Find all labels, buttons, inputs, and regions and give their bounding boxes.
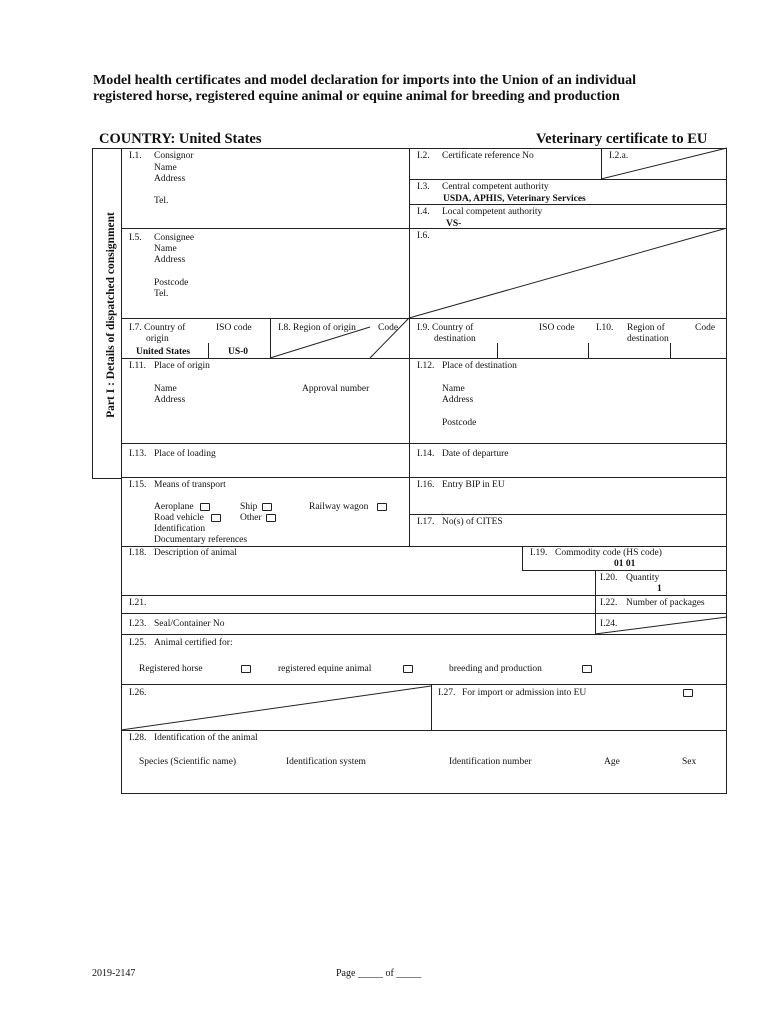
i20-value: 1 (657, 584, 662, 594)
i11-label: Place of origin (154, 361, 210, 371)
i15-railway-label: Railway wagon (309, 502, 369, 512)
i23-number: I.23. (129, 619, 147, 629)
country-heading: COUNTRY: United States (99, 131, 262, 147)
i27-label: For import or admission into EU (462, 688, 587, 698)
i26-number: I.26. (129, 688, 147, 698)
i12-address-label: Address (442, 395, 474, 405)
i18-number: I.18. (129, 548, 147, 558)
i18-label: Description of animal (154, 548, 237, 558)
i28-sex-header: Sex (682, 757, 697, 767)
i1-consignor-label: Consignor (154, 151, 194, 161)
i13-number: I.13. (129, 449, 147, 459)
i10-number: I.10. (596, 323, 614, 333)
i15-label: Means of transport (154, 480, 226, 490)
i10-label: Region of (627, 323, 665, 333)
registered-horse-checkbox[interactable] (241, 665, 251, 673)
i8-label: I.8. Region of origin (278, 323, 356, 333)
registered-equine-checkbox[interactable] (403, 665, 413, 673)
i3-number: I.3. (417, 182, 430, 192)
i7-country-value: United States (136, 347, 191, 357)
i15-identification-label: Identification (154, 524, 206, 534)
i25-number: I.25. (129, 638, 147, 648)
i20-label: Quantity (626, 573, 660, 583)
i28-number: I.28. (129, 733, 147, 743)
i5-number: I.5. (129, 233, 142, 243)
breeding-production-checkbox[interactable] (582, 665, 592, 673)
i27-number: I.27. (438, 688, 456, 698)
road-vehicle-checkbox[interactable] (211, 514, 221, 522)
i16-label: Entry BIP in EU (442, 480, 505, 490)
i20-number: I.20. (600, 573, 618, 583)
certificate-type-heading: Veterinary certificate to EU (536, 131, 708, 147)
i13-label: Place of loading (154, 449, 216, 459)
i1-tel-label: Tel. (154, 196, 169, 206)
i19-value: 01 01 (614, 559, 636, 569)
i9-iso-label: ISO code (539, 323, 575, 333)
railway-wagon-checkbox[interactable] (377, 503, 387, 511)
i11-address-label: Address (154, 395, 186, 405)
i28-species-header: Species (Scientific name) (139, 757, 237, 767)
i12-label: Place of destination (442, 361, 517, 371)
i1-number: I.1. (129, 151, 142, 161)
import-admission-checkbox[interactable] (683, 689, 693, 697)
i15-other-label: Other (240, 513, 262, 523)
i12-name-label: Name (442, 384, 465, 394)
i14-number: I.14. (417, 449, 435, 459)
footer-page-number: Page _____ of _____ (336, 968, 422, 979)
i25-breeding-label: breeding and production (449, 664, 542, 674)
i5-tel-label: Tel. (154, 289, 169, 299)
i5-consignee-label: Consignee (154, 233, 195, 243)
i15-number: I.15. (129, 480, 147, 490)
i6-number: I.6. (417, 231, 430, 241)
i25-registered-horse-label: Registered horse (139, 664, 203, 674)
i22-number: I.22. (600, 598, 618, 608)
i14-label: Date of departure (442, 449, 509, 459)
i15-road-label: Road vehicle (154, 513, 204, 523)
i28-id-number-header: Identification number (449, 757, 532, 767)
i11-number: I.11. (129, 361, 147, 371)
i4-number: I.4. (417, 207, 430, 217)
document-title: Model health certificates and model declaration for imports into the Union of an individual registered horse, registered equine animal or equine animal for breeding and production (93, 73, 637, 104)
i5-name-label: Name (154, 244, 177, 254)
i3-label: Central competent authority (442, 182, 549, 192)
i12-postcode-label: Postcode (442, 418, 477, 428)
i23-label: Seal/Container No (154, 619, 225, 629)
i2a-label: I.2.a. (609, 151, 629, 161)
i7-label: I.7. Country of (129, 323, 186, 333)
i26-strike (121, 686, 431, 730)
i7-label-line2: origin (146, 334, 169, 344)
part1-side-label: Part I : Details of dispatched consignment (105, 212, 117, 418)
i22-label: Number of packages (626, 598, 705, 608)
footer-document-code: 2019-2147 (92, 968, 136, 979)
other-transport-checkbox[interactable] (266, 514, 276, 522)
i25-label: Animal certified for: (154, 638, 233, 648)
i11-approval-label: Approval number (302, 384, 370, 394)
i19-label: Commodity code (HS code) (555, 548, 662, 558)
i5-address-label: Address (154, 255, 186, 265)
i4-label: Local competent authority (442, 207, 543, 217)
i3-value: USDA, APHIS, Veterinary Services (443, 194, 586, 204)
i24-number: I.24. (600, 619, 618, 629)
i9-label: I.9. Country of (417, 323, 474, 333)
i15-aeroplane-label: Aeroplane (154, 502, 194, 512)
i1-address-label: Address (154, 174, 186, 184)
aeroplane-checkbox[interactable] (200, 503, 210, 511)
i7-iso-value: US-0 (228, 347, 249, 357)
i12-number: I.12. (417, 361, 435, 371)
i9-label-line2: destination (434, 334, 476, 344)
ship-checkbox[interactable] (262, 503, 272, 511)
i28-id-system-header: Identification system (286, 757, 366, 767)
i11-name-label: Name (154, 384, 177, 394)
i15-docs-label: Documentary references (154, 535, 248, 545)
i19-number: I.19. (530, 548, 548, 558)
i1-name-label: Name (154, 163, 177, 173)
i10-code-label: Code (695, 323, 716, 333)
i8-code-label: Code (378, 323, 399, 333)
i25-registered-equine-label: registered equine animal (278, 664, 372, 674)
i6-strike (409, 228, 727, 318)
i15-ship-label: Ship (240, 502, 258, 512)
i10-label-line2: destination (627, 334, 669, 344)
i21-number: I.21. (129, 598, 147, 608)
i28-age-header: Age (604, 757, 620, 767)
i2-number: I.2. (417, 151, 430, 161)
i7-iso-label: ISO code (216, 323, 252, 333)
i17-number: I.17. (417, 517, 435, 527)
i4-value: VS- (446, 219, 462, 229)
i5-postcode-label: Postcode (154, 278, 189, 288)
i28-label: Identification of the animal (154, 733, 258, 743)
i17-label: No(s) of CITES (442, 517, 503, 527)
i16-number: I.16. (417, 480, 435, 490)
i2-label: Certificate reference No (442, 151, 534, 161)
